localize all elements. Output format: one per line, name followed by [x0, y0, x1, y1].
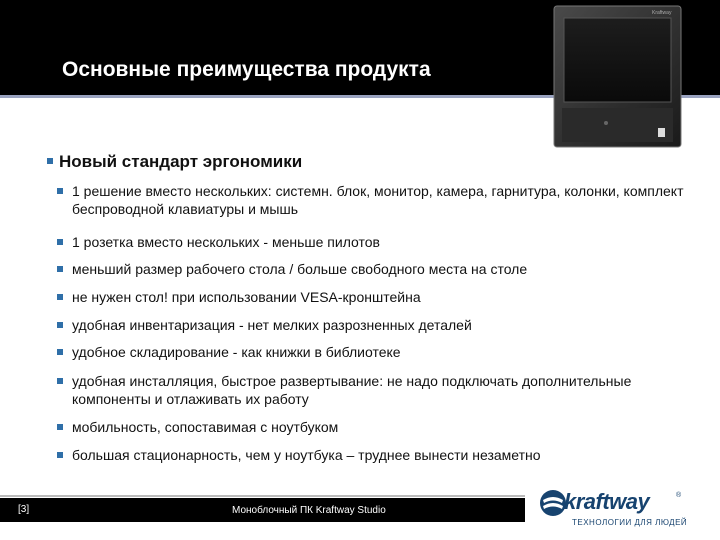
- footer-caption: Моноблочный ПК Kraftway Studio: [232, 505, 386, 516]
- logo-tagline: ТЕХНОЛОГИИ ДЛЯ ЛЮДЕЙ: [572, 518, 688, 527]
- bullet-marker-icon: [47, 158, 53, 164]
- sub-bullet-text: большая стационарность, чем у ноутбука – труднее вынести незаметно: [72, 447, 541, 463]
- sub-bullet-text: удобное складирование - как книжки в библиотеке: [72, 344, 401, 360]
- sub-bullet-text: удобная инвентаризация - нет мелких разрозненных деталей: [72, 317, 472, 333]
- bullet-marker-icon: [57, 424, 63, 430]
- sub-bullet-text: 1 розетка вместо нескольких - меньше пилотов: [72, 234, 380, 250]
- bullet-marker-icon: [57, 322, 63, 328]
- bullet-marker-icon: [57, 294, 63, 300]
- monoblock-pc-image: [552, 4, 683, 149]
- registered-mark: ®: [676, 492, 682, 499]
- sub-bullet-text: 1 решение вместо нескольких: системн. блок, монитор, камера, гарнитура, колонки, комплект беспроводной клавиатуры и мышь: [72, 183, 684, 217]
- sub-bullet-text: удобная инсталляция, быстрое развертывание: не надо подключать дополнительные компоненты и отлаживать их работу: [72, 373, 632, 407]
- svg-text:Kraftway: Kraftway: [652, 10, 672, 16]
- bullet-marker-icon: [57, 349, 63, 355]
- sub-bullet-text: мобильность, сопоставимая с ноутбуком: [72, 419, 339, 435]
- sub-bullet-text: меньший размер рабочего стола / больше свободного места на столе: [72, 261, 528, 277]
- bullet-marker-icon: [57, 188, 63, 194]
- bullet-marker-icon: [57, 378, 63, 384]
- kraftway-logo: [538, 488, 688, 532]
- bullet-marker-icon: [57, 239, 63, 245]
- bullet-marker-icon: [57, 452, 63, 458]
- footer-divider: [0, 495, 525, 497]
- page-number: [3]: [18, 504, 30, 515]
- main-bullet: Новый стандарт эргономики: [47, 152, 302, 172]
- logo-wordmark: kraftway: [564, 489, 650, 514]
- bullet-marker-icon: [57, 266, 63, 272]
- slide-title: Основные преимущества продукта: [62, 58, 431, 81]
- sub-bullet-text: не нужен стол! при использовании VESA-кронштейна: [72, 289, 421, 305]
